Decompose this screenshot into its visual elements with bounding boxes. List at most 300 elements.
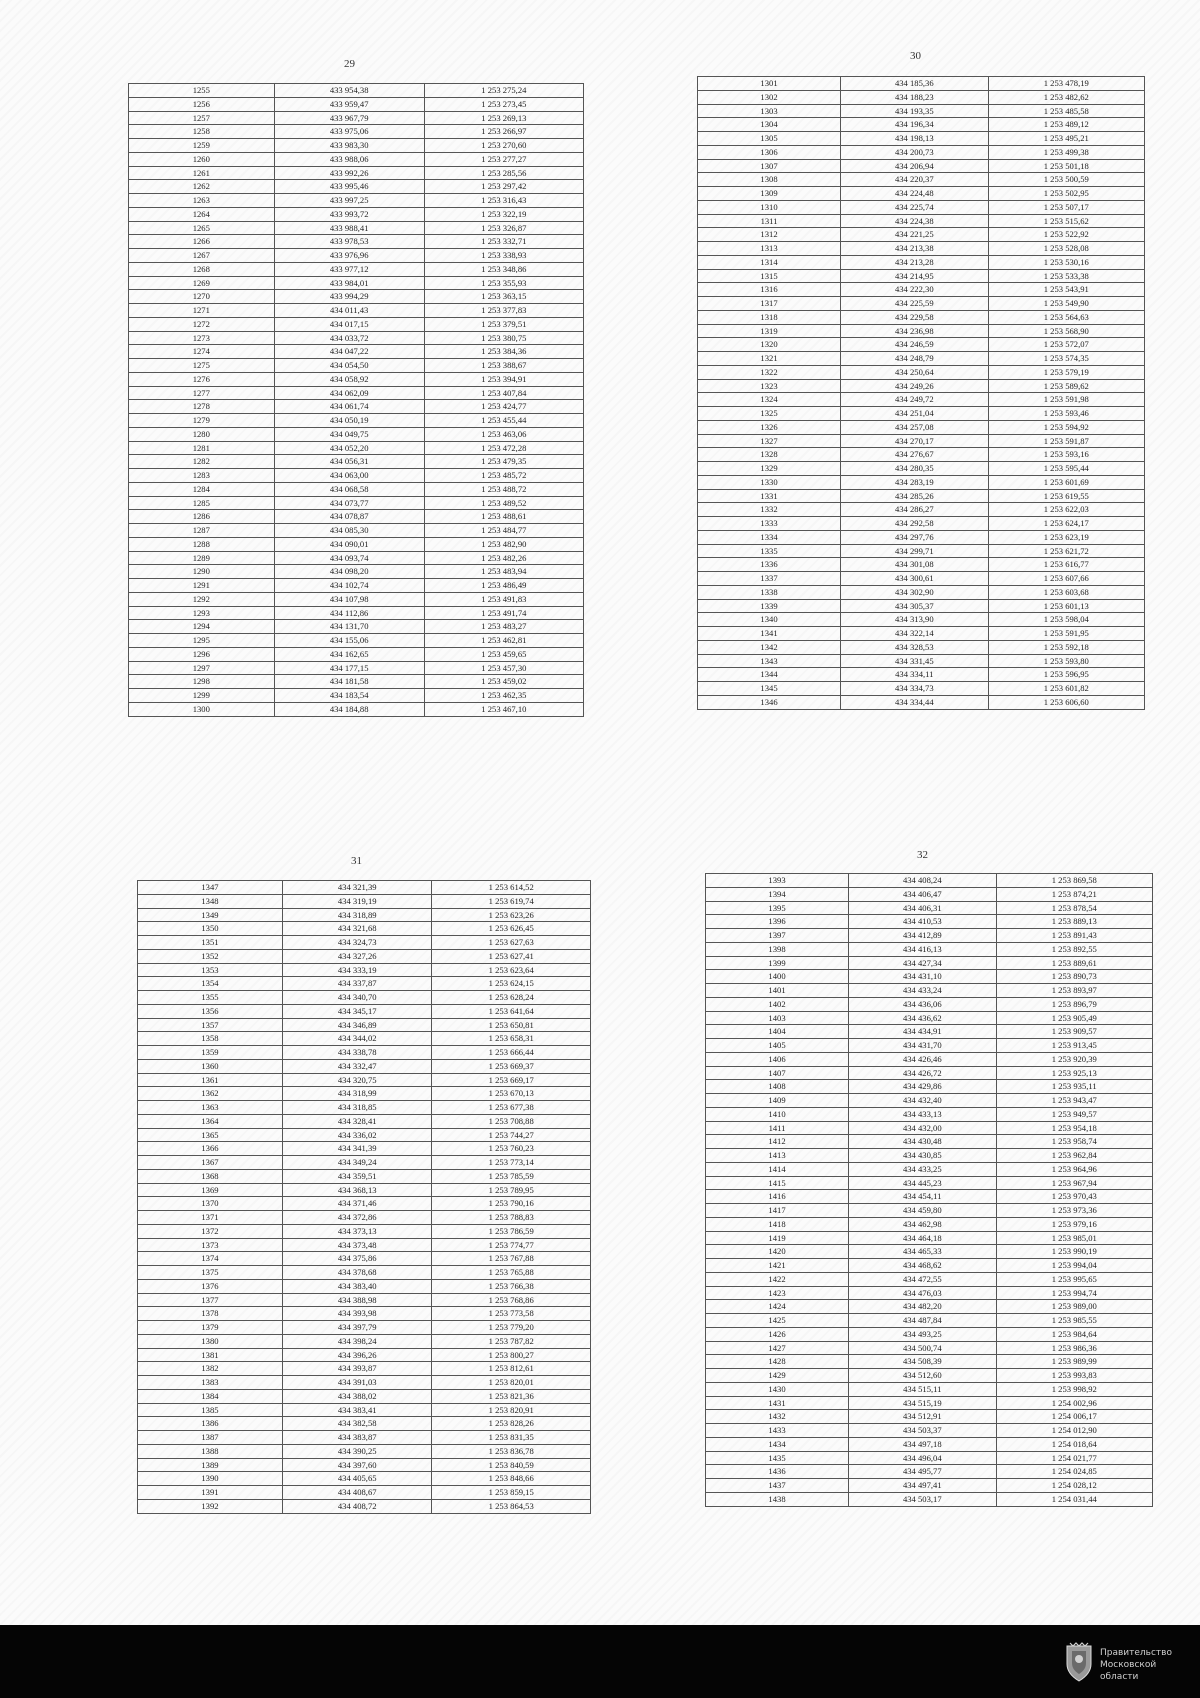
point-number-cell: 1347: [138, 881, 283, 895]
x-coordinate-cell: 434 085,30: [274, 524, 424, 538]
point-number-cell: 1350: [138, 922, 283, 936]
y-coordinate-cell: 1 253 380,75: [424, 331, 583, 345]
point-number-cell: 1344: [698, 668, 841, 682]
table-row: [129, 510, 584, 524]
x-coordinate-cell: 434 078,87: [274, 510, 424, 524]
table-row: [138, 949, 591, 963]
y-coordinate-cell: 1 253 890,73: [996, 970, 1152, 984]
point-number-cell: 1389: [138, 1458, 283, 1472]
y-coordinate-cell: 1 254 002,96: [996, 1396, 1152, 1410]
table-row: [138, 1046, 591, 1060]
y-coordinate-cell: 1 253 591,87: [988, 434, 1144, 448]
x-coordinate-cell: 434 301,08: [841, 558, 989, 572]
x-coordinate-cell: 434 472,55: [849, 1272, 997, 1286]
y-coordinate-cell: 1 253 485,72: [424, 469, 583, 483]
y-coordinate-cell: 1 253 821,36: [432, 1389, 591, 1403]
y-coordinate-cell: 1 253 891,43: [996, 929, 1152, 943]
point-number-cell: 1434: [706, 1437, 849, 1451]
point-number-cell: 1436: [706, 1465, 849, 1479]
table-row: [706, 1286, 1153, 1300]
x-coordinate-cell: 434 107,98: [274, 592, 424, 606]
table-row: [138, 963, 591, 977]
x-coordinate-cell: 434 248,79: [841, 352, 989, 366]
table-row: [698, 104, 1145, 118]
y-coordinate-cell: 1 253 619,74: [432, 894, 591, 908]
x-coordinate-cell: 433 959,47: [274, 97, 424, 111]
point-number-cell: 1420: [706, 1245, 849, 1259]
point-number-cell: 1310: [698, 200, 841, 214]
x-coordinate-cell: 434 410,53: [849, 915, 997, 929]
point-number-cell: 1294: [129, 620, 275, 634]
point-number-cell: 1340: [698, 613, 841, 627]
x-coordinate-cell: 434 493,25: [849, 1327, 997, 1341]
x-coordinate-cell: 434 431,10: [849, 970, 997, 984]
y-coordinate-cell: 1 253 623,19: [988, 530, 1144, 544]
y-coordinate-cell: 1 253 595,44: [988, 462, 1144, 476]
point-number-cell: 1376: [138, 1279, 283, 1293]
y-coordinate-cell: 1 253 579,19: [988, 365, 1144, 379]
point-number-cell: 1324: [698, 393, 841, 407]
y-coordinate-cell: 1 253 316,43: [424, 194, 583, 208]
x-coordinate-cell: 434 432,40: [849, 1094, 997, 1108]
x-coordinate-cell: 434 286,27: [841, 503, 989, 517]
x-coordinate-cell: 434 503,17: [849, 1492, 997, 1506]
point-number-cell: 1320: [698, 338, 841, 352]
table-row: [698, 242, 1145, 256]
table-row: [138, 1389, 591, 1403]
x-coordinate-cell: 434 391,03: [282, 1376, 431, 1390]
x-coordinate-cell: 434 512,91: [849, 1410, 997, 1424]
point-number-cell: 1309: [698, 187, 841, 201]
x-coordinate-cell: 434 327,26: [282, 949, 431, 963]
point-number-cell: 1290: [129, 565, 275, 579]
x-coordinate-cell: 434 382,58: [282, 1417, 431, 1431]
x-coordinate-cell: 434 433,25: [849, 1162, 997, 1176]
x-coordinate-cell: 434 049,75: [274, 427, 424, 441]
x-coordinate-cell: 434 017,15: [274, 317, 424, 331]
point-number-cell: 1280: [129, 427, 275, 441]
point-number-cell: 1315: [698, 269, 841, 283]
point-number-cell: 1360: [138, 1059, 283, 1073]
table-row: [706, 1437, 1153, 1451]
point-number-cell: 1408: [706, 1080, 849, 1094]
x-coordinate-cell: 434 054,50: [274, 359, 424, 373]
point-number-cell: 1382: [138, 1362, 283, 1376]
table-row: [698, 187, 1145, 201]
table-row: [706, 1245, 1153, 1259]
table-row: [698, 77, 1145, 91]
x-coordinate-cell: 434 292,58: [841, 517, 989, 531]
x-coordinate-cell: 434 222,30: [841, 283, 989, 297]
y-coordinate-cell: 1 253 528,08: [988, 242, 1144, 256]
table-row: [698, 297, 1145, 311]
point-number-cell: 1432: [706, 1410, 849, 1424]
table-row: [698, 324, 1145, 338]
x-coordinate-cell: 434 328,53: [841, 640, 989, 654]
table-row: [129, 565, 584, 579]
y-coordinate-cell: 1 253 594,92: [988, 420, 1144, 434]
y-coordinate-cell: 1 253 591,98: [988, 393, 1144, 407]
y-coordinate-cell: 1 253 970,43: [996, 1190, 1152, 1204]
x-coordinate-cell: 434 062,09: [274, 386, 424, 400]
x-coordinate-cell: 434 496,04: [849, 1451, 997, 1465]
x-coordinate-cell: 434 445,23: [849, 1176, 997, 1190]
y-coordinate-cell: 1 254 018,64: [996, 1437, 1152, 1451]
y-coordinate-cell: 1 253 958,74: [996, 1135, 1152, 1149]
point-number-cell: 1291: [129, 579, 275, 593]
y-coordinate-cell: 1 253 462,35: [424, 689, 583, 703]
y-coordinate-cell: 1 253 266,97: [424, 125, 583, 139]
y-coordinate-cell: 1 253 627,63: [432, 936, 591, 950]
y-coordinate-cell: 1 253 666,44: [432, 1046, 591, 1060]
x-coordinate-cell: 434 468,62: [849, 1259, 997, 1273]
x-coordinate-cell: 434 476,03: [849, 1286, 997, 1300]
x-coordinate-cell: 434 319,19: [282, 894, 431, 908]
point-number-cell: 1364: [138, 1114, 283, 1128]
point-number-cell: 1381: [138, 1348, 283, 1362]
point-number-cell: 1400: [706, 970, 849, 984]
y-coordinate-cell: 1 253 388,67: [424, 359, 583, 373]
y-coordinate-cell: 1 253 589,62: [988, 379, 1144, 393]
point-number-cell: 1418: [706, 1217, 849, 1231]
point-number-cell: 1288: [129, 537, 275, 551]
table-row: [129, 194, 584, 208]
x-coordinate-cell: 434 093,74: [274, 551, 424, 565]
y-coordinate-cell: 1 253 457,30: [424, 661, 583, 675]
table-row: [138, 1101, 591, 1115]
x-coordinate-cell: 434 257,08: [841, 420, 989, 434]
table-row: [138, 1238, 591, 1252]
y-coordinate-cell: 1 253 483,27: [424, 620, 583, 634]
table-row: [138, 1128, 591, 1142]
x-coordinate-cell: 434 462,98: [849, 1217, 997, 1231]
point-number-cell: 1395: [706, 901, 849, 915]
table-row: [706, 1300, 1153, 1314]
y-coordinate-cell: 1 253 489,52: [424, 496, 583, 510]
table-row: [698, 489, 1145, 503]
table-row: [129, 317, 584, 331]
table-row: [129, 166, 584, 180]
y-coordinate-cell: 1 253 624,15: [432, 977, 591, 991]
point-number-cell: 1332: [698, 503, 841, 517]
x-coordinate-cell: 434 433,13: [849, 1107, 997, 1121]
x-coordinate-cell: 434 429,86: [849, 1080, 997, 1094]
y-coordinate-cell: 1 253 601,69: [988, 475, 1144, 489]
x-coordinate-cell: 434 184,88: [274, 702, 424, 716]
y-coordinate-cell: 1 253 549,90: [988, 297, 1144, 311]
point-number-cell: 1307: [698, 159, 841, 173]
y-coordinate-cell: 1 253 463,06: [424, 427, 583, 441]
x-coordinate-cell: 433 977,12: [274, 262, 424, 276]
x-coordinate-cell: 434 213,38: [841, 242, 989, 256]
y-coordinate-cell: 1 253 878,54: [996, 901, 1152, 915]
table-row: [706, 1190, 1153, 1204]
point-number-cell: 1370: [138, 1197, 283, 1211]
x-coordinate-cell: 434 396,26: [282, 1348, 431, 1362]
x-coordinate-cell: 434 432,00: [849, 1121, 997, 1135]
table-row: [706, 1369, 1153, 1383]
point-number-cell: 1424: [706, 1300, 849, 1314]
x-coordinate-cell: 434 406,31: [849, 901, 997, 915]
point-number-cell: 1335: [698, 544, 841, 558]
y-coordinate-cell: 1 253 332,71: [424, 235, 583, 249]
y-coordinate-cell: 1 253 788,83: [432, 1211, 591, 1225]
point-number-cell: 1314: [698, 255, 841, 269]
point-number-cell: 1425: [706, 1314, 849, 1328]
y-coordinate-cell: 1 253 767,88: [432, 1252, 591, 1266]
table-row: [698, 558, 1145, 572]
point-number-cell: 1409: [706, 1094, 849, 1108]
point-number-cell: 1265: [129, 221, 275, 235]
table-row: [129, 702, 584, 716]
page-number-31: 31: [351, 855, 362, 867]
point-number-cell: 1353: [138, 963, 283, 977]
table-row: [129, 661, 584, 675]
table-row: [706, 1162, 1153, 1176]
y-coordinate-cell: 1 253 744,27: [432, 1128, 591, 1142]
table-row: [129, 372, 584, 386]
point-number-cell: 1392: [138, 1499, 283, 1513]
y-coordinate-cell: 1 253 623,64: [432, 963, 591, 977]
point-number-cell: 1438: [706, 1492, 849, 1506]
table-row: [706, 1424, 1153, 1438]
point-number-cell: 1259: [129, 139, 275, 153]
x-coordinate-cell: 434 500,74: [849, 1341, 997, 1355]
y-coordinate-cell: 1 253 377,83: [424, 304, 583, 318]
y-coordinate-cell: 1 253 275,24: [424, 84, 583, 98]
x-coordinate-cell: 434 336,02: [282, 1128, 431, 1142]
point-number-cell: 1359: [138, 1046, 283, 1060]
x-coordinate-cell: 434 073,77: [274, 496, 424, 510]
table-row: [138, 1169, 591, 1183]
point-number-cell: 1375: [138, 1266, 283, 1280]
y-coordinate-cell: 1 253 892,55: [996, 942, 1152, 956]
y-coordinate-cell: 1 253 500,59: [988, 173, 1144, 187]
point-number-cell: 1388: [138, 1444, 283, 1458]
table-row: [138, 1266, 591, 1280]
y-coordinate-cell: 1 253 840,59: [432, 1458, 591, 1472]
table-row: [129, 331, 584, 345]
page-number-32: 32: [917, 849, 928, 861]
x-coordinate-cell: 434 249,72: [841, 393, 989, 407]
point-number-cell: 1357: [138, 1018, 283, 1032]
table-row: [129, 469, 584, 483]
x-coordinate-cell: 433 954,38: [274, 84, 424, 98]
x-coordinate-cell: 434 050,19: [274, 414, 424, 428]
point-number-cell: 1305: [698, 132, 841, 146]
point-number-cell: 1377: [138, 1293, 283, 1307]
point-number-cell: 1285: [129, 496, 275, 510]
y-coordinate-cell: 1 253 989,99: [996, 1355, 1152, 1369]
point-number-cell: 1419: [706, 1231, 849, 1245]
y-coordinate-cell: 1 253 669,17: [432, 1073, 591, 1087]
x-coordinate-cell: 434 388,98: [282, 1293, 431, 1307]
point-number-cell: 1321: [698, 352, 841, 366]
table-row: [698, 434, 1145, 448]
table-row: [698, 695, 1145, 709]
point-number-cell: 1422: [706, 1272, 849, 1286]
x-coordinate-cell: 434 318,99: [282, 1087, 431, 1101]
point-number-cell: 1300: [129, 702, 275, 716]
y-coordinate-cell: 1 253 491,83: [424, 592, 583, 606]
coordinates-table-page-32: [705, 873, 1153, 1507]
y-coordinate-cell: 1 253 488,61: [424, 510, 583, 524]
table-row: [698, 530, 1145, 544]
table-row: [706, 970, 1153, 984]
y-coordinate-cell: 1 253 935,11: [996, 1080, 1152, 1094]
x-coordinate-cell: 433 988,06: [274, 152, 424, 166]
y-coordinate-cell: 1 253 574,35: [988, 352, 1144, 366]
table-row: [706, 997, 1153, 1011]
point-number-cell: 1260: [129, 152, 275, 166]
table-row: [138, 881, 591, 895]
y-coordinate-cell: 1 253 598,04: [988, 613, 1144, 627]
point-number-cell: 1319: [698, 324, 841, 338]
point-number-cell: 1403: [706, 1011, 849, 1025]
y-coordinate-cell: 1 253 774,77: [432, 1238, 591, 1252]
x-coordinate-cell: 434 375,86: [282, 1252, 431, 1266]
x-coordinate-cell: 434 393,98: [282, 1307, 431, 1321]
x-coordinate-cell: 434 225,74: [841, 200, 989, 214]
y-coordinate-cell: 1 253 623,26: [432, 908, 591, 922]
table-row: [706, 1204, 1153, 1218]
y-coordinate-cell: 1 253 277,27: [424, 152, 583, 166]
point-number-cell: 1330: [698, 475, 841, 489]
y-coordinate-cell: 1 253 533,38: [988, 269, 1144, 283]
table-row: [129, 524, 584, 538]
x-coordinate-cell: 434 464,18: [849, 1231, 997, 1245]
point-number-cell: 1437: [706, 1479, 849, 1493]
y-coordinate-cell: 1 253 478,19: [988, 77, 1144, 91]
y-coordinate-cell: 1 253 967,94: [996, 1176, 1152, 1190]
table-row: [706, 1492, 1153, 1506]
table-row: [706, 1176, 1153, 1190]
y-coordinate-cell: 1 253 954,18: [996, 1121, 1152, 1135]
x-coordinate-cell: 433 983,30: [274, 139, 424, 153]
table-row: [138, 1018, 591, 1032]
x-coordinate-cell: 434 431,70: [849, 1039, 997, 1053]
table-row: [129, 207, 584, 221]
table-row: [706, 1135, 1153, 1149]
x-coordinate-cell: 434 220,37: [841, 173, 989, 187]
x-coordinate-cell: 434 412,89: [849, 929, 997, 943]
point-number-cell: 1396: [706, 915, 849, 929]
y-coordinate-cell: 1 253 564,63: [988, 310, 1144, 324]
table-row: [138, 1499, 591, 1513]
y-coordinate-cell: 1 253 486,49: [424, 579, 583, 593]
point-number-cell: 1348: [138, 894, 283, 908]
table-row: [698, 118, 1145, 132]
x-coordinate-cell: 434 373,48: [282, 1238, 431, 1252]
y-coordinate-cell: 1 253 864,53: [432, 1499, 591, 1513]
table-row: [129, 675, 584, 689]
x-coordinate-cell: 434 221,25: [841, 228, 989, 242]
y-coordinate-cell: 1 253 943,47: [996, 1094, 1152, 1108]
point-number-cell: 1296: [129, 647, 275, 661]
table-row: [138, 1376, 591, 1390]
x-coordinate-cell: 434 368,13: [282, 1183, 431, 1197]
table-row: [706, 984, 1153, 998]
x-coordinate-cell: 434 434,91: [849, 1025, 997, 1039]
y-coordinate-cell: 1 253 485,58: [988, 104, 1144, 118]
table-row: [698, 613, 1145, 627]
table-row: [706, 1479, 1153, 1493]
y-coordinate-cell: 1 253 484,77: [424, 524, 583, 538]
table-row: [698, 283, 1145, 297]
x-coordinate-cell: 434 406,47: [849, 887, 997, 901]
table-row: [129, 482, 584, 496]
y-coordinate-cell: 1 253 905,49: [996, 1011, 1152, 1025]
table-row: [698, 544, 1145, 558]
y-coordinate-cell: 1 253 993,83: [996, 1369, 1152, 1383]
x-coordinate-cell: 434 393,87: [282, 1362, 431, 1376]
x-coordinate-cell: 434 300,61: [841, 572, 989, 586]
point-number-cell: 1268: [129, 262, 275, 276]
table-row: [706, 1066, 1153, 1080]
table-row: [698, 365, 1145, 379]
x-coordinate-cell: 434 373,13: [282, 1224, 431, 1238]
table-row: [698, 173, 1145, 187]
table-row: [706, 1121, 1153, 1135]
y-coordinate-cell: 1 253 995,65: [996, 1272, 1152, 1286]
y-coordinate-cell: 1 253 986,36: [996, 1341, 1152, 1355]
y-coordinate-cell: 1 253 394,91: [424, 372, 583, 386]
y-coordinate-cell: 1 253 270,60: [424, 139, 583, 153]
y-coordinate-cell: 1 253 994,74: [996, 1286, 1152, 1300]
y-coordinate-cell: 1 253 322,19: [424, 207, 583, 221]
y-coordinate-cell: 1 253 820,91: [432, 1403, 591, 1417]
point-number-cell: 1329: [698, 462, 841, 476]
point-number-cell: 1411: [706, 1121, 849, 1135]
x-coordinate-cell: 434 430,85: [849, 1149, 997, 1163]
x-coordinate-cell: 434 346,89: [282, 1018, 431, 1032]
table-row: [706, 1259, 1153, 1273]
y-coordinate-cell: 1 253 994,04: [996, 1259, 1152, 1273]
table-row: [129, 689, 584, 703]
table-row: [129, 111, 584, 125]
table-row: [138, 1087, 591, 1101]
y-coordinate-cell: 1 253 641,64: [432, 1004, 591, 1018]
point-number-cell: 1287: [129, 524, 275, 538]
y-coordinate-cell: 1 253 624,17: [988, 517, 1144, 531]
point-number-cell: 1274: [129, 345, 275, 359]
point-number-cell: 1263: [129, 194, 275, 208]
table-row: [129, 221, 584, 235]
y-coordinate-cell: 1 253 348,86: [424, 262, 583, 276]
y-coordinate-cell: 1 253 820,01: [432, 1376, 591, 1390]
table-row: [138, 1307, 591, 1321]
x-coordinate-cell: 434 465,33: [849, 1245, 997, 1259]
table-row: [129, 290, 584, 304]
x-coordinate-cell: 434 251,04: [841, 407, 989, 421]
x-coordinate-cell: 434 515,19: [849, 1396, 997, 1410]
y-coordinate-cell: 1 253 483,94: [424, 565, 583, 579]
table-row: [138, 1156, 591, 1170]
point-number-cell: 1397: [706, 929, 849, 943]
y-coordinate-cell: 1 253 326,87: [424, 221, 583, 235]
table-row: [129, 235, 584, 249]
x-coordinate-cell: 434 383,41: [282, 1403, 431, 1417]
x-coordinate-cell: 434 337,87: [282, 977, 431, 991]
table-row: [706, 1217, 1153, 1231]
x-coordinate-cell: 434 090,01: [274, 537, 424, 551]
table-row: [698, 228, 1145, 242]
x-coordinate-cell: 434 131,70: [274, 620, 424, 634]
table-row: [129, 579, 584, 593]
y-coordinate-cell: 1 254 028,12: [996, 1479, 1152, 1493]
point-number-cell: 1325: [698, 407, 841, 421]
x-coordinate-cell: 433 997,25: [274, 194, 424, 208]
